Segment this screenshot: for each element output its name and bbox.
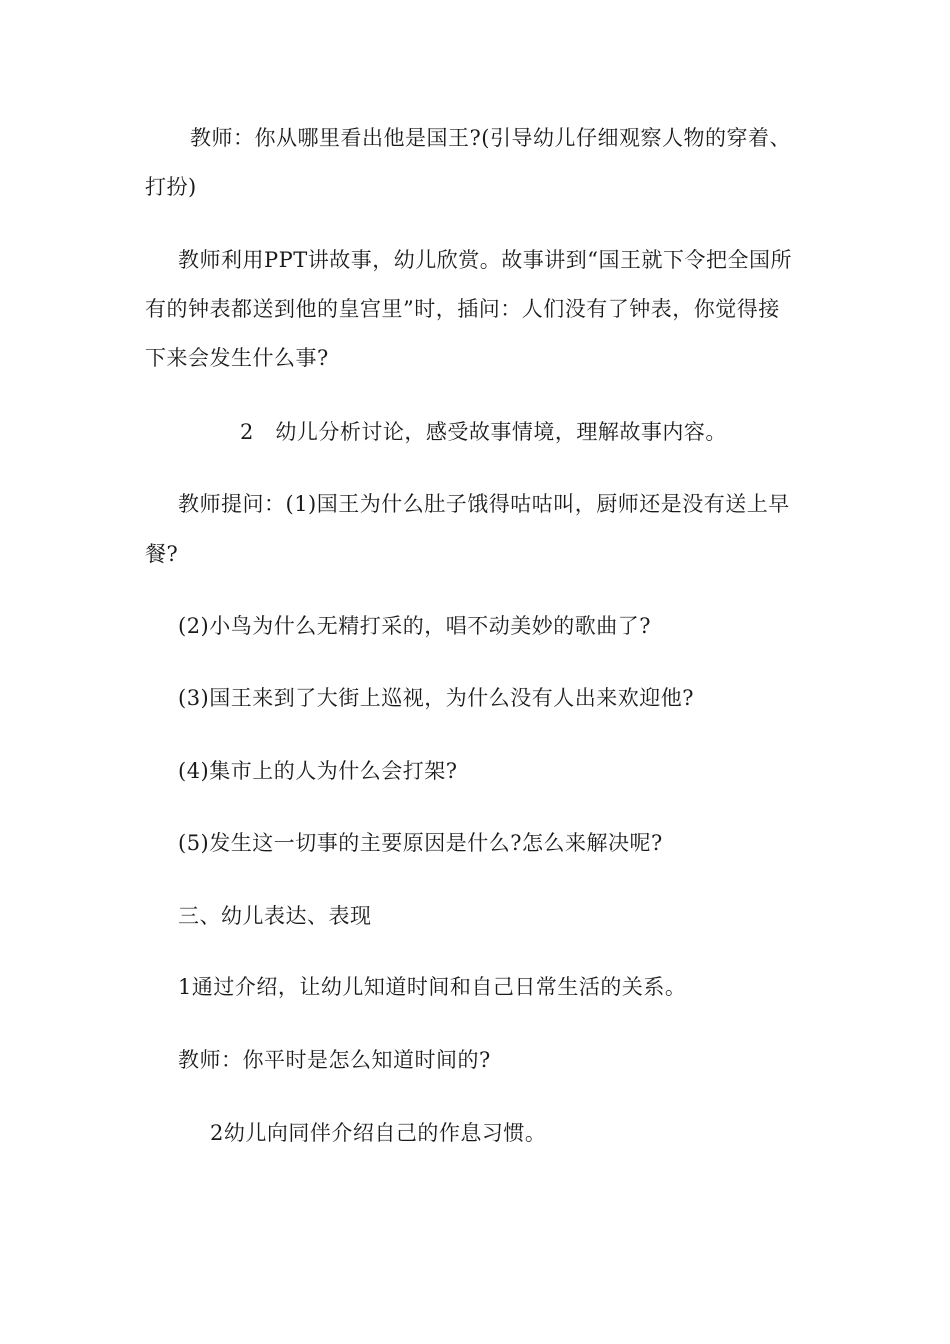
text-line: 2 幼儿分析讨论，感受故事情境，理解故事内容。: [240, 420, 727, 444]
text-line: 教师：你从哪里看出他是国王?(引导幼儿仔细观察人物的穿着、: [190, 126, 791, 150]
text-line: 打扮): [145, 175, 197, 199]
text-line: 1通过介绍，让幼儿知道时间和自己日常生活的关系。: [178, 975, 687, 999]
text-line: 教师利用PPT讲故事，幼儿欣赏。故事讲到“国王就下令把全国所: [178, 248, 793, 272]
text-line: 三、幼儿表达、表现: [178, 904, 372, 928]
text-line: 教师提问：(1)国王为什么肚子饿得咕咕叫，厨师还是没有送上早: [178, 492, 790, 516]
text-line: 教师：你平时是怎么知道时间的?: [178, 1048, 491, 1072]
text-line: 2幼儿向同伴介绍自己的作息习惯。: [210, 1121, 547, 1145]
text-line: (5)发生这一切事的主要原因是什么?怎么来解决呢?: [178, 831, 663, 855]
text-line: 下来会发生什么事?: [145, 346, 329, 370]
text-line: 有的钟表都送到他的皇宫里”时，插问：人们没有了钟表，你觉得接: [145, 297, 780, 321]
text-line: (2)小鸟为什么无精打采的，唱不动美妙的歌曲了?: [178, 614, 652, 638]
text-line: 餐?: [145, 542, 179, 566]
text-line: (4)集市上的人为什么会打架?: [178, 759, 458, 783]
text-line: (3)国王来到了大街上巡视，为什么没有人出来欢迎他?: [178, 686, 695, 710]
